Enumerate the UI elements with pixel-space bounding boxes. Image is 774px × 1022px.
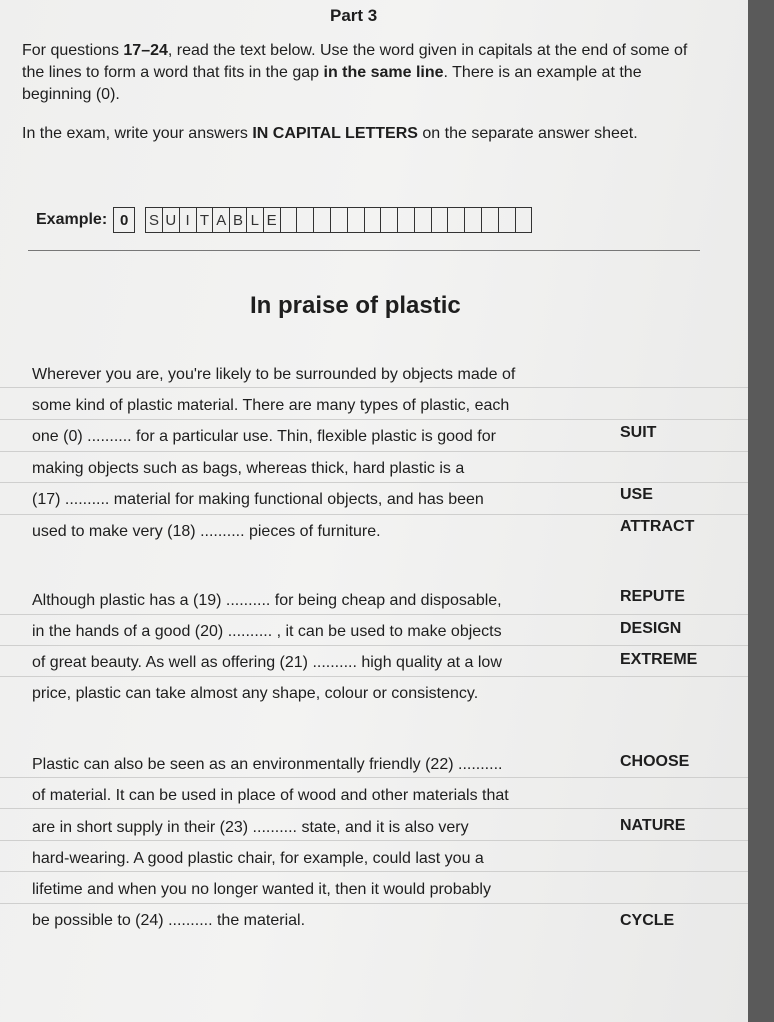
ruled-line: [0, 645, 748, 646]
text-line: Wherever you are, you're likely to be surrounded by objects made of: [32, 366, 516, 383]
example-letter-cell: L: [247, 208, 264, 232]
text-line: some kind of plastic material. There are many types of plastic, each: [32, 397, 510, 414]
text-line: price, plastic can take almost any shape, colour or consistency.: [32, 685, 479, 702]
text-line: of material. It can be used in place of wood and other materials that: [32, 787, 509, 804]
example-letter-cell: I: [180, 208, 197, 232]
text-line: of great beauty. As well as offering (21) .......... high quality at a low: [32, 654, 502, 671]
example-letter-cell: T: [197, 208, 214, 232]
keyword: NATURE: [620, 817, 686, 834]
example-letter-cell: B: [230, 208, 247, 232]
example-letter-cell: E: [264, 208, 281, 232]
example-letter-cell: [432, 208, 449, 232]
example-letter-cell: S: [146, 208, 163, 232]
ruled-line: [0, 419, 748, 420]
ruled-line: [0, 614, 748, 615]
keyword: EXTREME: [620, 651, 698, 668]
keyword: ATTRACT: [620, 518, 695, 535]
example-letter-cell: [331, 208, 348, 232]
text-line: in the hands of a good (20) .......... , it can be used to make objects: [32, 623, 502, 640]
example-letter-cell: [314, 208, 331, 232]
example-row: [36, 207, 532, 233]
keyword: SUIT: [620, 424, 657, 441]
example-letter-cell: [381, 208, 398, 232]
ruled-line: [0, 514, 748, 515]
keyword: USE: [620, 486, 653, 503]
example-letter-cell: [499, 208, 516, 232]
text-line: be possible to (24) .......... the material.: [32, 912, 306, 929]
ruled-line: [0, 808, 748, 809]
text-line: are in short supply in their (23) .......... state, and it is also very: [32, 819, 469, 836]
example-divider-rule: [28, 250, 700, 251]
part-heading: Part 3: [330, 6, 378, 25]
example-letter-cell: [281, 208, 298, 232]
ruled-line: [0, 676, 748, 677]
example-letter-cell: [482, 208, 499, 232]
instructions-paragraph-2: In the exam, write your answers IN CAPITAL LETTERS on the separate answer sheet.: [22, 125, 638, 142]
keyword: REPUTE: [620, 588, 685, 605]
text-line: used to make very (18) .......... pieces of furniture.: [32, 523, 381, 540]
example-letter-cell: [415, 208, 432, 232]
ruled-line: [0, 451, 748, 452]
example-letter-cell: [297, 208, 314, 232]
ruled-line: [0, 482, 748, 483]
example-label: Example:: [36, 211, 108, 228]
example-letter-cell: [465, 208, 482, 232]
ruled-line: [0, 840, 748, 841]
example-answer-cells: [145, 207, 532, 233]
example-number-box: 0: [113, 207, 135, 233]
example-letter-cell: U: [163, 208, 180, 232]
text-line: lifetime and when you no longer wanted it, then it would probably: [32, 881, 491, 898]
ruled-line: [0, 871, 748, 872]
text-line: one (0) .......... for a particular use. Thin, flexible plastic is good for: [32, 428, 496, 445]
example-letter-cell: [516, 208, 533, 232]
ruled-line: [0, 903, 748, 904]
instructions-paragraph-1: For questions 17–24, read the text below. Use the word given in capitals at the end of some of the lines to form a word that fits in the gap in the same line. There is an example at the beginning (0).: [22, 42, 688, 103]
text-title: In praise of plastic: [250, 292, 461, 319]
text-line: making objects such as bags, whereas thick, hard plastic is a: [32, 460, 465, 477]
example-letter-cell: [365, 208, 382, 232]
ruled-line: [0, 387, 748, 388]
text-line: Plastic can also be seen as an environmentally friendly (22) ..........: [32, 756, 503, 773]
text-line: Although plastic has a (19) .......... for being cheap and disposable,: [32, 592, 502, 609]
example-letter-cell: [398, 208, 415, 232]
example-letter-cell: [348, 208, 365, 232]
keyword: CHOOSE: [620, 753, 690, 770]
example-letter-cell: [448, 208, 465, 232]
keyword: CYCLE: [620, 912, 675, 929]
keyword: DESIGN: [620, 620, 682, 637]
example-letter-cell: A: [213, 208, 230, 232]
text-line: hard-wearing. A good plastic chair, for example, could last you a: [32, 850, 484, 867]
text-line: (17) .......... material for making functional objects, and has been: [32, 491, 484, 508]
ruled-line: [0, 777, 748, 778]
